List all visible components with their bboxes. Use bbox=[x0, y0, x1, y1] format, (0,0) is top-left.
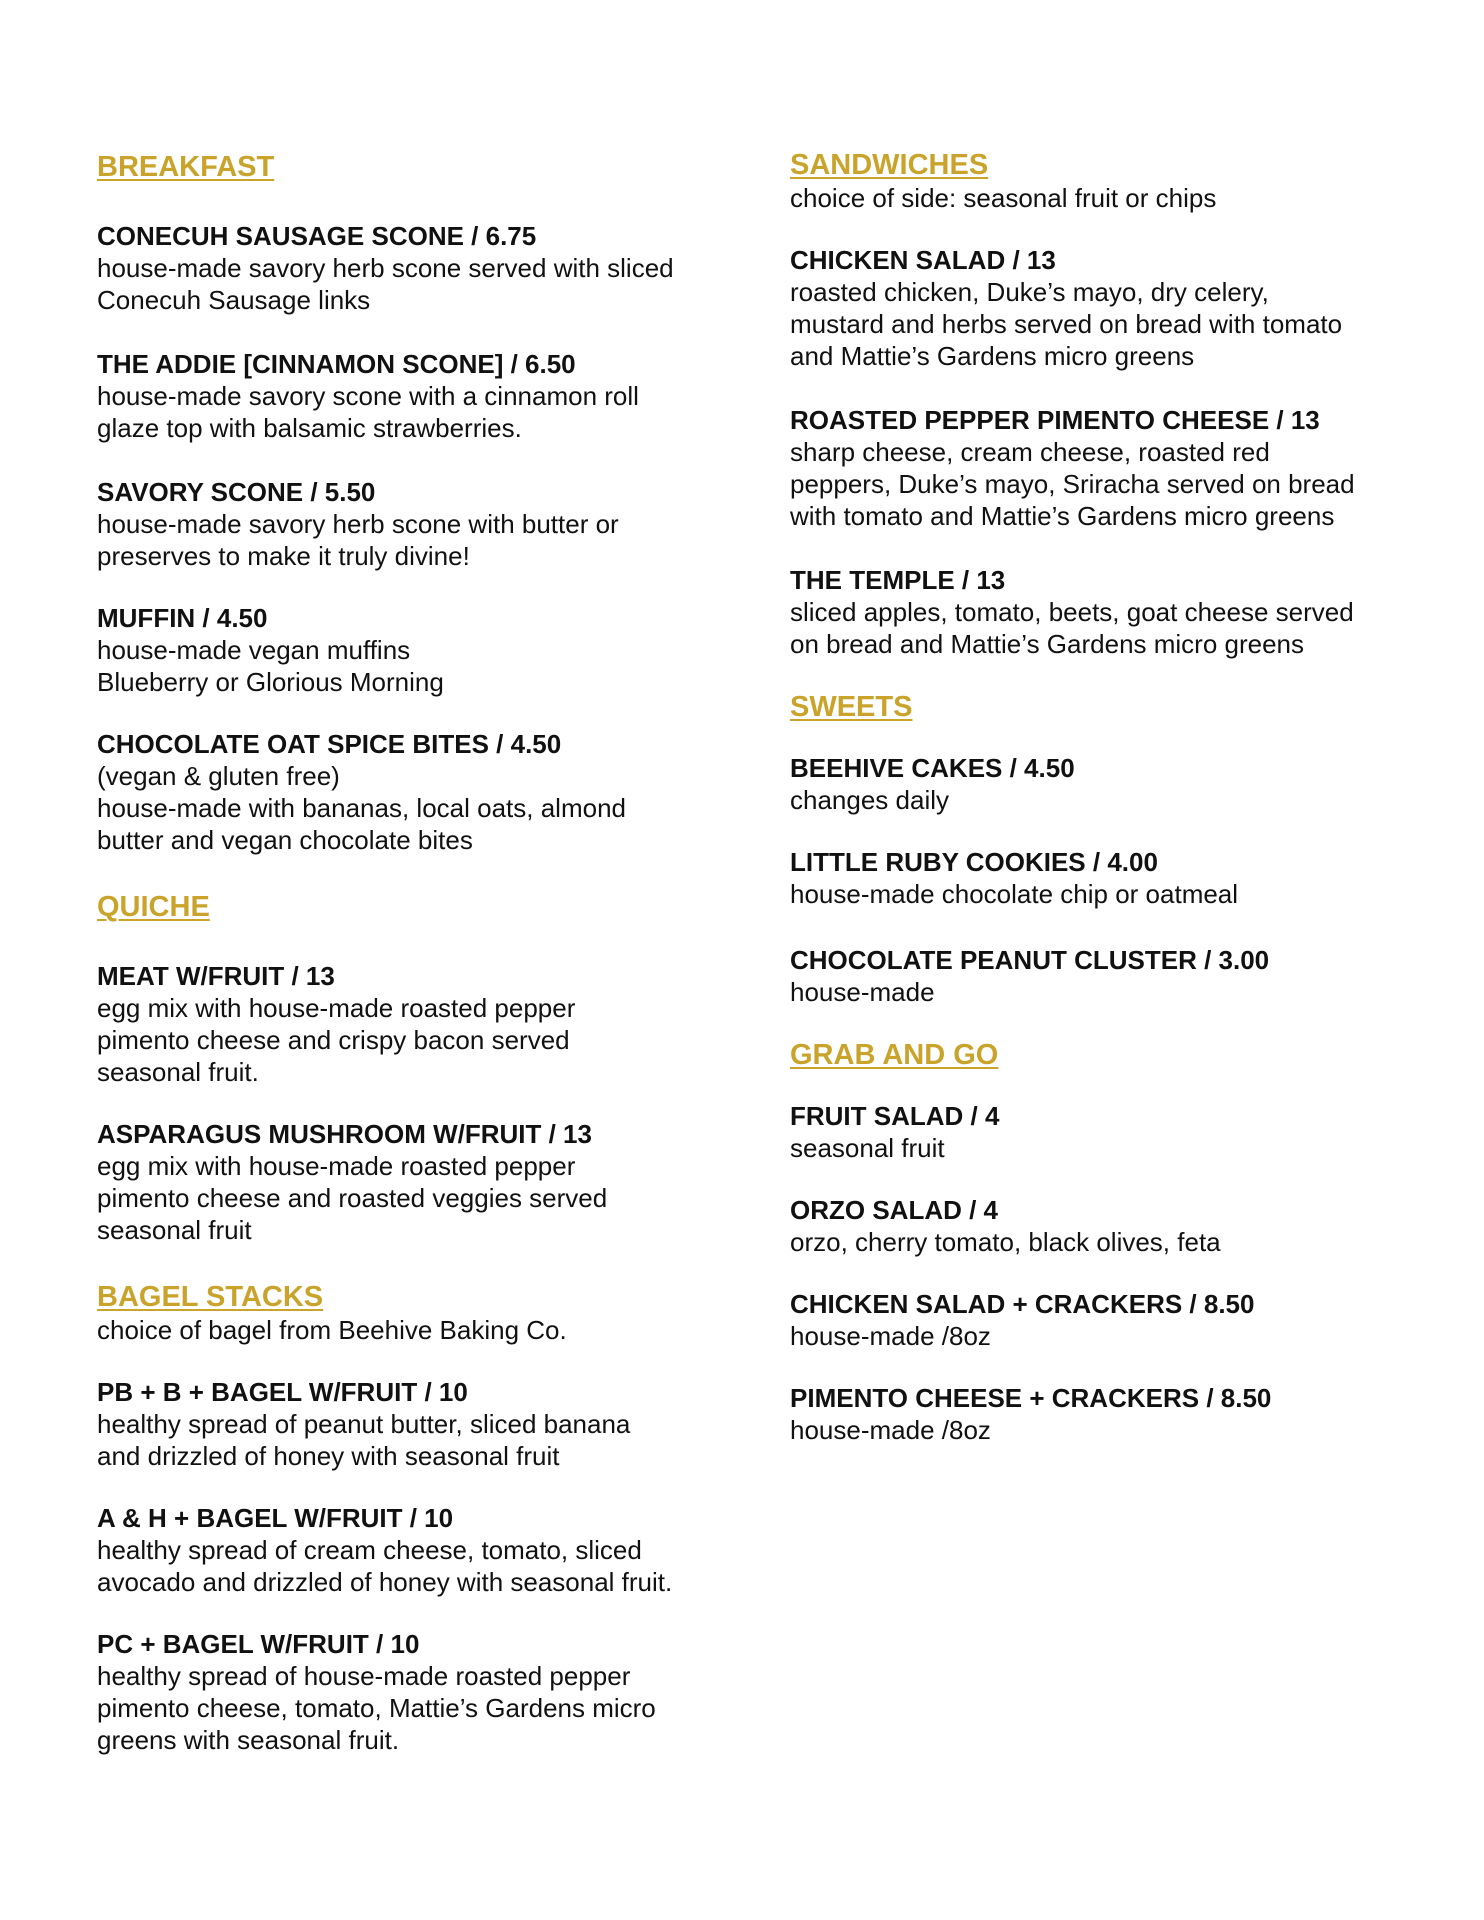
item-description: and Mattie’s Gardens micro greens bbox=[790, 341, 1195, 371]
item-description: mustard and herbs served on bread with tomato bbox=[790, 309, 1343, 339]
item-description: house-made bbox=[790, 977, 935, 1007]
menu-item bbox=[97, 348, 737, 444]
quiche-heading: QUICHE bbox=[97, 891, 210, 923]
item-description: with tomato and Mattie’s Gardens micro greens bbox=[790, 501, 1335, 531]
sweets-heading: SWEETS bbox=[790, 691, 913, 723]
item-description: peppers, Duke’s mayo, Sriracha served on bread bbox=[790, 469, 1355, 499]
item-description: seasonal fruit. bbox=[97, 1057, 259, 1087]
item-title: SAVORY SCONE / 5.50 bbox=[97, 477, 376, 507]
item-description: Blueberry or Glorious Morning bbox=[97, 667, 444, 697]
item-description: glaze top with balsamic strawberries. bbox=[97, 413, 522, 443]
menu-item bbox=[97, 728, 737, 856]
menu-item bbox=[790, 404, 1430, 532]
item-title: A & H + BAGEL W/FRUIT / 10 bbox=[97, 1503, 454, 1533]
item-description: house-made savory herb scone with butter or bbox=[97, 509, 619, 539]
menu-item bbox=[97, 220, 737, 316]
menu-item bbox=[97, 960, 737, 1088]
item-description: butter and vegan chocolate bites bbox=[97, 825, 473, 855]
breakfast-heading: BREAKFAST bbox=[97, 151, 275, 183]
item-description: house-made with bananas, local oats, almond bbox=[97, 793, 626, 823]
item-title: PIMENTO CHEESE + CRACKERS / 8.50 bbox=[790, 1383, 1272, 1413]
menu-item bbox=[790, 752, 1430, 816]
item-description: house-made chocolate chip or oatmeal bbox=[790, 879, 1239, 909]
bagel-stacks-heading: BAGEL STACKS bbox=[97, 1281, 324, 1313]
menu-item bbox=[790, 1382, 1430, 1446]
menu-item bbox=[790, 1288, 1430, 1352]
menu-item bbox=[97, 1118, 737, 1246]
menu-item bbox=[97, 476, 737, 572]
item-title: THE TEMPLE / 13 bbox=[790, 565, 1006, 595]
item-description: greens with seasonal fruit. bbox=[97, 1725, 400, 1755]
item-title: PC + BAGEL W/FRUIT / 10 bbox=[97, 1629, 420, 1659]
menu-item bbox=[97, 1502, 737, 1598]
item-description: egg mix with house-made roasted pepper bbox=[97, 993, 576, 1023]
menu-item bbox=[790, 1194, 1430, 1258]
menu-item bbox=[790, 846, 1430, 910]
item-description: healthy spread of house-made roasted pepper bbox=[97, 1661, 631, 1691]
item-title: LITTLE RUBY COOKIES / 4.00 bbox=[790, 847, 1158, 877]
item-title: CHOCOLATE PEANUT CLUSTER / 3.00 bbox=[790, 945, 1270, 975]
bagel-stacks-subtitle: choice of bagel from Beehive Baking Co. bbox=[97, 1315, 567, 1345]
section-heading-bagel-stacks bbox=[97, 1280, 737, 1346]
item-title: BEEHIVE CAKES / 4.50 bbox=[790, 753, 1075, 783]
item-title: THE ADDIE [CINNAMON SCONE] / 6.50 bbox=[97, 349, 576, 379]
item-description: healthy spread of cream cheese, tomato, sliced bbox=[97, 1535, 642, 1565]
menu-item bbox=[97, 1628, 737, 1756]
item-description: house-made savory herb scone served with sliced bbox=[97, 253, 674, 283]
item-description: orzo, cherry tomato, black olives, feta bbox=[790, 1227, 1221, 1257]
item-title: ORZO SALAD / 4 bbox=[790, 1195, 999, 1225]
item-title: ROASTED PEPPER PIMENTO CHEESE / 13 bbox=[790, 405, 1320, 435]
item-description: pimento cheese and roasted veggies served bbox=[97, 1183, 608, 1213]
menu-item bbox=[790, 944, 1430, 1008]
section-heading-sandwiches bbox=[790, 148, 1430, 214]
item-description: on bread and Mattie’s Gardens micro greens bbox=[790, 629, 1305, 659]
item-description: and drizzled of honey with seasonal fruit bbox=[97, 1441, 560, 1471]
sandwiches-subtitle: choice of side: seasonal fruit or chips bbox=[790, 183, 1217, 213]
menu-item bbox=[97, 1376, 737, 1472]
menu-item bbox=[97, 602, 737, 698]
item-description: Conecuh Sausage links bbox=[97, 285, 371, 315]
item-title: CHICKEN SALAD / 13 bbox=[790, 245, 1056, 275]
item-title: FRUIT SALAD / 4 bbox=[790, 1101, 1000, 1131]
section-heading-quiche bbox=[97, 890, 737, 924]
item-title: CHOCOLATE OAT SPICE BITES / 4.50 bbox=[97, 729, 562, 759]
item-description: avocado and drizzled of honey with seasonal fruit. bbox=[97, 1567, 673, 1597]
item-title: MEAT W/FRUIT / 13 bbox=[97, 961, 335, 991]
item-description: seasonal fruit bbox=[97, 1215, 252, 1245]
item-title: CHICKEN SALAD + CRACKERS / 8.50 bbox=[790, 1289, 1255, 1319]
item-description: sharp cheese, cream cheese, roasted red bbox=[790, 437, 1270, 467]
item-description: house-made savory scone with a cinnamon roll bbox=[97, 381, 639, 411]
section-heading-breakfast bbox=[97, 150, 737, 184]
item-description: pimento cheese and crispy bacon served bbox=[97, 1025, 570, 1055]
sandwiches-heading: SANDWICHES bbox=[790, 149, 989, 181]
item-title: ASPARAGUS MUSHROOM W/FRUIT / 13 bbox=[97, 1119, 592, 1149]
item-title: CONECUH SAUSAGE SCONE / 6.75 bbox=[97, 221, 537, 251]
item-description: changes daily bbox=[790, 785, 949, 815]
item-description: seasonal fruit bbox=[790, 1133, 945, 1163]
grab-and-go-heading: GRAB AND GO bbox=[790, 1039, 999, 1071]
menu-item bbox=[790, 1100, 1430, 1164]
item-description: (vegan & gluten free) bbox=[97, 761, 340, 791]
item-description: egg mix with house-made roasted pepper bbox=[97, 1151, 576, 1181]
item-description: house-made /8oz bbox=[790, 1415, 991, 1445]
item-description: healthy spread of peanut butter, sliced banana bbox=[97, 1409, 631, 1439]
item-description: pimento cheese, tomato, Mattie’s Gardens micro bbox=[97, 1693, 656, 1723]
item-title: MUFFIN / 4.50 bbox=[97, 603, 268, 633]
item-description: roasted chicken, Duke’s mayo, dry celery, bbox=[790, 277, 1269, 307]
item-description: preserves to make it truly divine! bbox=[97, 541, 470, 571]
menu-item bbox=[790, 564, 1430, 660]
item-description: house-made vegan muffins bbox=[97, 635, 411, 665]
item-title: PB + B + BAGEL W/FRUIT / 10 bbox=[97, 1377, 468, 1407]
item-description: sliced apples, tomato, beets, goat cheese served bbox=[790, 597, 1354, 627]
section-heading-grab-and-go bbox=[790, 1038, 1430, 1072]
item-description: house-made /8oz bbox=[790, 1321, 991, 1351]
section-heading-sweets bbox=[790, 690, 1430, 724]
menu-item bbox=[790, 244, 1430, 372]
